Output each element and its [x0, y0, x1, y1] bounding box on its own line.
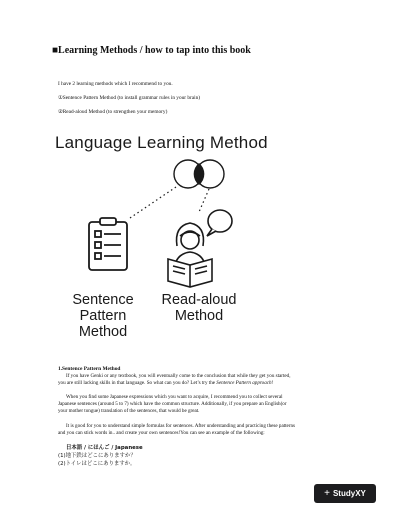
caption-left-line-1: Sentence	[72, 292, 134, 308]
figure-title: Language Learning Method	[55, 133, 268, 152]
paragraph-1	[58, 373, 348, 387]
paragraph-3-line-1: It is good for you to understand simple formulas for sentences. After understanding and practicing these patterns	[66, 423, 296, 429]
paragraph-2-line-2: Japanese sentences (around 5 to 7) which have the common structure. Additionally, if you prepare an English(or	[58, 401, 287, 407]
section-title: 1.Sentence Pattern Method	[58, 366, 121, 372]
japanese-example-2: (2)トイレはどこにありますか。	[58, 461, 136, 467]
person-reading-icon	[168, 223, 212, 287]
page-heading: ■Learning Methods / how to tap into this book	[52, 45, 251, 56]
method-1-text: ①Sentence Pattern Method (to install grammar rules in your brain)	[58, 95, 200, 101]
caption-right	[144, 292, 254, 324]
paragraph-2-line-1: When you find some Japanese expressions which you want to acquire, I recommend you to collect several	[66, 394, 283, 400]
paragraph-1-line-2-text: you are still lacking skills in that language. So what can you do? Let’s try the	[58, 380, 217, 386]
method-2-text: ②Read-aloud Method (to strengthen your memory)	[58, 109, 168, 115]
caption-left-line-2: Pattern	[79, 308, 127, 324]
dotted-connector-right	[199, 189, 209, 212]
language-learning-illustration	[0, 150, 400, 300]
paragraph-3	[58, 423, 348, 437]
japanese-label: 日本語 / にほんご / Japanese	[66, 445, 143, 451]
plus-icon: +	[324, 488, 330, 499]
clipboard-checklist-icon	[89, 218, 127, 270]
intro-text: I have 2 learning methods which I recommend to you.	[58, 81, 173, 87]
paragraph-3-line-2: and you can stick words in.. and create your own sentences!You can see an example of the following:	[58, 430, 265, 436]
speech-bubble-icon	[207, 210, 232, 236]
japanese-example-1: (1)地下鉄はどこにありますか？	[58, 453, 136, 459]
caption-left-line-3: Method	[78, 324, 128, 340]
paragraph-2	[58, 394, 348, 415]
caption-left	[48, 292, 158, 340]
paragraph-1-line-1: If you have Genki or any textbook, you will eventually come to the conclusion that while they get you started,	[66, 373, 291, 379]
dotted-connector-left	[130, 187, 176, 218]
studyxy-logo	[314, 484, 376, 503]
paragraph-2-line-3: your mother tongue) translation of the sentences, that would be great.	[58, 408, 200, 414]
paragraph-1-line-2	[58, 380, 348, 387]
paragraph-1-emphasis: Sentence Pattern approach!	[216, 380, 274, 386]
caption-right-line-1: Read-aloud	[161, 292, 237, 308]
caption-right-line-2: Method	[174, 308, 224, 324]
logo-text: StudyXY	[332, 489, 366, 498]
